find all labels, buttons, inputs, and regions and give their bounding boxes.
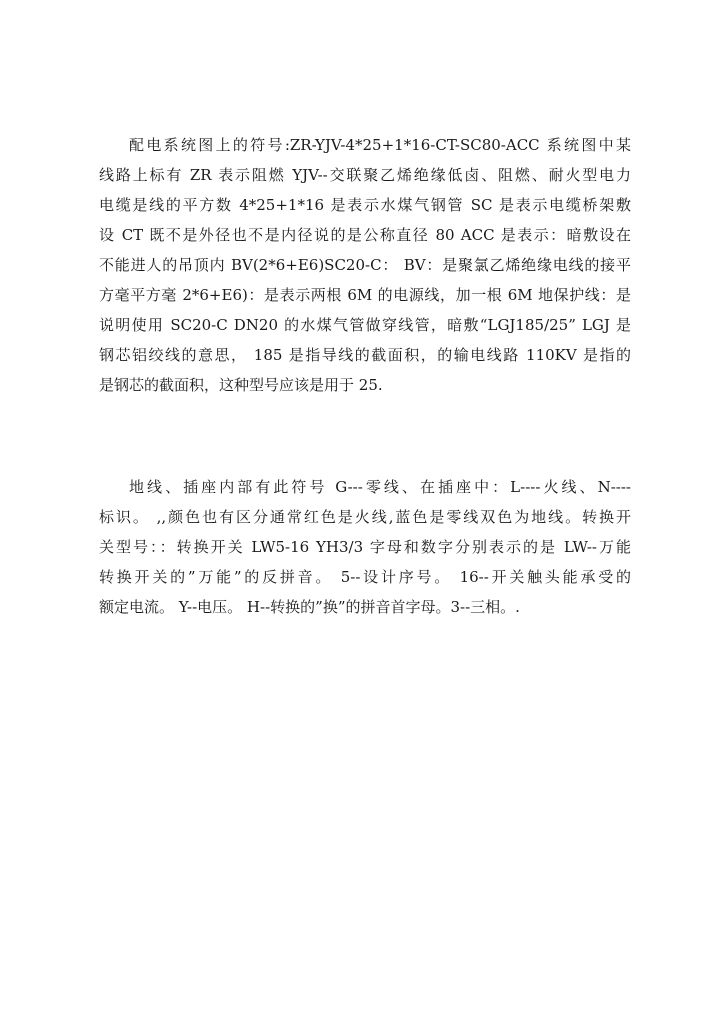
text-line: 配电系统图上的符号:ZR-YJV-4*25+1*16-CT-SC80-ACC 系统图中某 [129,136,631,154]
paragraph-socket-and-switch [99,472,631,622]
text-line: 地线、插座内部有此符号 G---零线、在插座中：L----火线、N---- [129,478,631,496]
text-line: 不能进人的吊顶内 BV(2*6+E6)SC20-C： BV：是聚氯乙烯绝缘电线的接平 [99,256,631,274]
text-line: 方毫平方毫 2*6+E6)：是表示两根 6M 的电源线，加一根 6M 地保护线：是 [99,286,631,304]
text-line: 转换开关的”万能”的反拼音。 5--设计序号。 16--开关触头能承受的 [99,568,631,586]
text-line: 电缆是线的平方数 4*25+1*16 是表示水煤气钢管 SC 是表示电缆桥架敷 [99,196,631,214]
text-line: 钢芯铝绞线的意思， 185 是指导线的截面积，的输电线路 110KV 是指的 [99,346,631,364]
text-line: 是钢芯的截面积，这种型号应该是用于 25. [99,376,383,394]
text-line: 设 CT 既不是外径也不是内径说的是公称直径 80 ACC 是表示：暗敷设在 [99,226,631,244]
text-line: 说明使用 SC20-C DN20 的水煤气管做穿线管，暗敷“LGJ185/25” LGJ 是 [99,316,631,334]
text-line: 标识。 ,,颜色也有区分通常红色是火线,蓝色是零线双色为地线。转换开 [99,508,631,526]
text-line: 额定电流。 Y--电压。 H--转换的”换”的拼音首字母。3--三相。. [99,598,520,616]
paragraph-wiring-symbols [99,130,631,400]
text-line: 线路上标有 ZR 表示阻燃 YJV--交联聚乙烯绝缘低卤、阻燃、耐火型电力 [99,166,631,184]
text-line: 关型号：：转换开关 LW5-16 YH3/3 字母和数字分别表示的是 LW--万能 [99,538,631,556]
